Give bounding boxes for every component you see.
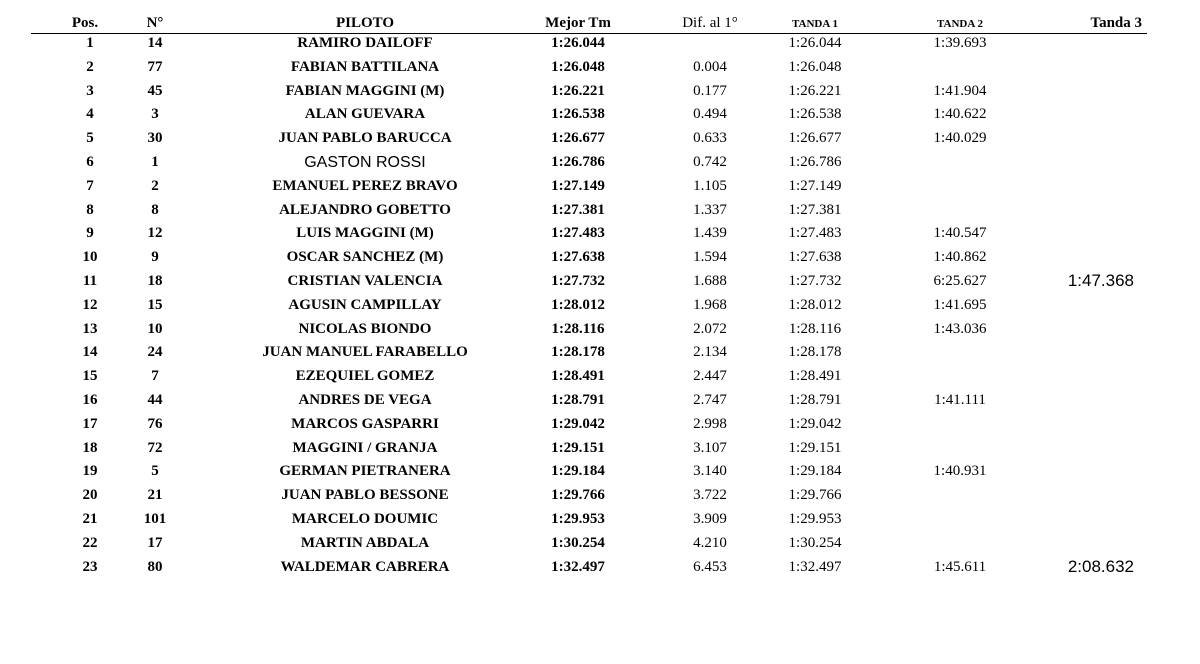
table-body xyxy=(0,34,1200,581)
row-tanda-2: 6:25.627 xyxy=(933,272,987,289)
table-row xyxy=(0,34,1200,58)
row-position: 5 xyxy=(86,130,94,147)
table-row xyxy=(0,439,1200,463)
row-piloto: JUAN PABLO BARUCCA xyxy=(278,130,452,147)
row-diferencia: 2.134 xyxy=(693,344,727,361)
row-diferencia: 1.688 xyxy=(693,272,727,289)
row-position: 2 xyxy=(86,58,94,75)
row-piloto: NICOLAS BIONDO xyxy=(298,320,432,337)
table-row xyxy=(0,367,1200,391)
row-piloto: WALDEMAR CABRERA xyxy=(280,558,450,575)
row-diferencia: 0.494 xyxy=(693,106,727,123)
row-mejor-tiempo: 1:26.786 xyxy=(551,153,605,170)
row-mejor-tiempo: 1:26.048 xyxy=(551,58,605,75)
row-position: 23 xyxy=(82,558,98,575)
row-piloto: EZEQUIEL GOMEZ xyxy=(295,368,435,385)
row-position: 13 xyxy=(82,320,98,337)
row-piloto: EMANUEL PEREZ BRAVO xyxy=(272,177,458,194)
header-pos: Pos. xyxy=(71,15,99,31)
row-position: 9 xyxy=(86,225,94,242)
row-mejor-tiempo: 1:26.677 xyxy=(551,130,605,147)
table-row xyxy=(0,296,1200,320)
row-tanda-1: 1:32.497 xyxy=(788,558,842,575)
row-number: 3 xyxy=(151,106,159,123)
table-row xyxy=(0,462,1200,486)
row-number: 1 xyxy=(151,153,159,170)
row-diferencia: 4.210 xyxy=(693,534,727,551)
row-number: 8 xyxy=(151,201,159,218)
row-diferencia: 2.998 xyxy=(693,415,727,432)
row-number: 80 xyxy=(147,558,163,575)
row-number: 17 xyxy=(147,534,163,551)
table-row xyxy=(0,486,1200,510)
row-diferencia: 1.968 xyxy=(693,296,727,313)
row-diferencia: 1.439 xyxy=(693,225,727,242)
row-tanda-2: 1:40.547 xyxy=(933,225,987,242)
row-mejor-tiempo: 1:28.116 xyxy=(551,320,605,337)
table-row xyxy=(0,82,1200,106)
row-diferencia: 3.909 xyxy=(693,510,727,527)
row-tanda-1: 1:28.012 xyxy=(788,296,842,313)
row-piloto: MARTIN ABDALA xyxy=(300,534,430,551)
header-row xyxy=(0,0,1200,34)
row-mejor-tiempo: 1:27.638 xyxy=(551,249,605,266)
table-row xyxy=(0,415,1200,439)
row-mejor-tiempo: 1:26.221 xyxy=(551,82,605,99)
row-number: 7 xyxy=(151,368,159,385)
row-tanda-2: 1:40.862 xyxy=(933,249,987,266)
row-diferencia: 2.747 xyxy=(693,391,727,408)
row-piloto: AGUSIN CAMPILLAY xyxy=(288,296,442,313)
row-position: 8 xyxy=(86,201,94,218)
table-row xyxy=(0,177,1200,201)
row-tanda-1: 1:27.638 xyxy=(788,249,842,266)
row-mejor-tiempo: 1:30.254 xyxy=(551,534,605,551)
row-piloto: JUAN MANUEL FARABELLO xyxy=(262,344,468,361)
row-tanda-2: 1:43.036 xyxy=(933,320,987,337)
row-mejor-tiempo: 1:26.538 xyxy=(551,106,605,123)
table-row xyxy=(0,320,1200,344)
row-mejor-tiempo: 1:28.791 xyxy=(551,391,605,408)
row-diferencia: 3.107 xyxy=(693,439,727,456)
table-row xyxy=(0,58,1200,82)
row-number: 76 xyxy=(147,415,163,432)
row-diferencia: 0.177 xyxy=(693,82,727,99)
row-number: 2 xyxy=(151,177,159,194)
table-row xyxy=(0,129,1200,153)
row-position: 18 xyxy=(82,439,98,456)
row-mejor-tiempo: 1:28.491 xyxy=(551,368,605,385)
row-piloto: ALEJANDRO GOBETTO xyxy=(279,201,451,218)
row-mejor-tiempo: 1:27.483 xyxy=(551,225,605,242)
row-mejor-tiempo: 1:32.497 xyxy=(551,558,605,575)
row-position: 12 xyxy=(82,296,98,313)
row-number: 12 xyxy=(147,225,163,242)
header-tanda-2: TANDA 2 xyxy=(937,18,983,30)
row-number: 10 xyxy=(147,320,163,337)
row-mejor-tiempo: 1:29.184 xyxy=(551,463,605,480)
row-tanda-1: 1:29.184 xyxy=(788,463,842,480)
row-tanda-1: 1:26.221 xyxy=(788,82,842,99)
row-number: 45 xyxy=(147,82,163,99)
row-tanda-1: 1:29.042 xyxy=(788,415,842,432)
row-tanda-1: 1:26.048 xyxy=(788,58,842,75)
row-position: 10 xyxy=(82,249,98,266)
row-tanda-1: 1:27.149 xyxy=(788,177,842,194)
table-row xyxy=(0,153,1200,177)
row-mejor-tiempo: 1:29.042 xyxy=(551,415,605,432)
row-diferencia: 2.072 xyxy=(693,320,727,337)
header-mejor-tiempo: Mejor Tm xyxy=(545,15,611,31)
row-mejor-tiempo: 1:27.149 xyxy=(551,177,605,194)
header-diferencia: Dif. al 1° xyxy=(682,15,738,31)
row-tanda-2: 1:41.695 xyxy=(933,296,987,313)
row-position: 6 xyxy=(86,153,94,170)
table-row xyxy=(0,201,1200,225)
table-row xyxy=(0,510,1200,534)
row-piloto: FABIAN MAGGINI (M) xyxy=(285,82,445,99)
header-tanda-3: Tanda 3 xyxy=(1090,15,1142,31)
row-piloto: GASTON ROSSI xyxy=(304,153,426,171)
row-number: 30 xyxy=(147,130,163,147)
header-piloto: PILOTO xyxy=(335,15,395,31)
row-tanda-2: 1:39.693 xyxy=(933,35,987,51)
row-mejor-tiempo: 1:29.151 xyxy=(551,439,605,456)
row-tanda-1: 1:28.178 xyxy=(788,344,842,361)
row-tanda-1: 1:28.791 xyxy=(788,391,842,408)
row-piloto: MARCOS GASPARRI xyxy=(291,415,439,432)
row-diferencia: 3.722 xyxy=(693,487,727,504)
row-piloto: FABIAN BATTILANA xyxy=(290,58,440,75)
table-row xyxy=(0,248,1200,272)
table-row xyxy=(0,272,1200,296)
row-mejor-tiempo: 1:27.732 xyxy=(551,272,605,289)
row-tanda-1: 1:27.732 xyxy=(788,272,842,289)
row-piloto: ALAN GUEVARA xyxy=(304,106,426,123)
row-mejor-tiempo: 1:29.766 xyxy=(551,487,605,504)
row-diferencia: 0.633 xyxy=(693,130,727,147)
row-diferencia: 3.140 xyxy=(693,463,727,480)
row-diferencia: 1.337 xyxy=(693,201,727,218)
row-piloto: OSCAR SANCHEZ (M) xyxy=(286,249,444,266)
table-row xyxy=(0,558,1200,582)
row-number: 72 xyxy=(147,439,163,456)
row-position: 15 xyxy=(82,368,98,385)
row-position: 20 xyxy=(82,487,98,504)
row-diferencia: 1.105 xyxy=(693,177,727,194)
row-diferencia: 0.004 xyxy=(693,58,727,75)
row-tanda-1: 1:30.254 xyxy=(788,534,842,551)
row-piloto: GERMAN PIETRANERA xyxy=(279,463,451,480)
row-number: 77 xyxy=(147,58,163,75)
row-position: 16 xyxy=(82,391,98,408)
row-tanda-3: 1:47.368 xyxy=(1067,270,1134,290)
row-number: 24 xyxy=(147,344,163,361)
row-piloto: LUIS MAGGINI (M) xyxy=(296,225,434,242)
row-number: 9 xyxy=(151,249,159,266)
table-row xyxy=(0,534,1200,558)
row-tanda-1: 1:29.766 xyxy=(788,487,842,504)
row-tanda-2: 1:45.611 xyxy=(933,558,987,575)
row-mejor-tiempo: 1:29.953 xyxy=(551,510,605,527)
row-position: 22 xyxy=(82,534,98,551)
row-tanda-1: 1:26.044 xyxy=(788,35,842,51)
row-tanda-1: 1:26.677 xyxy=(788,130,842,147)
row-number: 14 xyxy=(147,35,163,51)
row-tanda-2: 1:40.622 xyxy=(933,106,987,123)
row-mejor-tiempo: 1:26.044 xyxy=(551,35,605,51)
row-piloto: RAMIRO DAILOFF xyxy=(297,35,433,51)
row-position: 3 xyxy=(86,82,94,99)
row-number: 101 xyxy=(143,510,167,527)
row-position: 17 xyxy=(82,415,98,432)
row-number: 18 xyxy=(147,272,163,289)
row-diferencia: 0.742 xyxy=(693,153,727,170)
row-position: 21 xyxy=(82,510,98,527)
row-position: 19 xyxy=(82,463,98,480)
row-tanda-2: 1:41.111 xyxy=(934,391,986,408)
row-piloto: MAGGINI / GRANJA xyxy=(292,439,438,456)
table-row xyxy=(0,105,1200,129)
row-piloto: JUAN PABLO BESSONE xyxy=(281,487,449,504)
table-row xyxy=(0,343,1200,367)
row-position: 14 xyxy=(82,344,98,361)
row-tanda-1: 1:27.483 xyxy=(788,225,842,242)
row-tanda-1: 1:28.116 xyxy=(788,320,842,337)
row-position: 4 xyxy=(86,106,94,123)
row-position: 7 xyxy=(86,177,94,194)
row-tanda-1: 1:29.151 xyxy=(788,439,842,456)
row-number: 15 xyxy=(147,296,163,313)
row-tanda-2: 1:41.904 xyxy=(933,82,987,99)
row-diferencia: 2.447 xyxy=(693,368,727,385)
row-mejor-tiempo: 1:28.012 xyxy=(551,296,605,313)
row-tanda-2: 1:40.029 xyxy=(933,130,987,147)
header-number: N° xyxy=(146,15,164,31)
row-piloto: ANDRES DE VEGA xyxy=(298,391,432,408)
row-tanda-3: 2:08.632 xyxy=(1067,556,1134,576)
row-position: 11 xyxy=(82,272,98,289)
header-tanda-1: TANDA 1 xyxy=(792,18,838,30)
row-piloto: CRISTIAN VALENCIA xyxy=(287,272,443,289)
row-number: 44 xyxy=(147,391,163,408)
row-mejor-tiempo: 1:27.381 xyxy=(551,201,605,218)
row-number: 5 xyxy=(151,463,159,480)
row-tanda-1: 1:28.491 xyxy=(788,368,842,385)
row-position: 1 xyxy=(86,35,94,51)
table-row xyxy=(0,224,1200,248)
row-tanda-1: 1:26.786 xyxy=(788,153,842,170)
row-diferencia: 6.453 xyxy=(693,558,727,575)
row-tanda-1: 1:29.953 xyxy=(788,510,842,527)
row-mejor-tiempo: 1:28.178 xyxy=(551,344,605,361)
row-piloto: MARCELO DOUMIC xyxy=(291,510,439,527)
row-number: 21 xyxy=(147,487,163,504)
row-diferencia: 1.594 xyxy=(693,249,727,266)
row-tanda-1: 1:26.538 xyxy=(788,106,842,123)
row-tanda-1: 1:27.381 xyxy=(788,201,842,218)
table-row xyxy=(0,391,1200,415)
row-tanda-2: 1:40.931 xyxy=(933,463,987,480)
